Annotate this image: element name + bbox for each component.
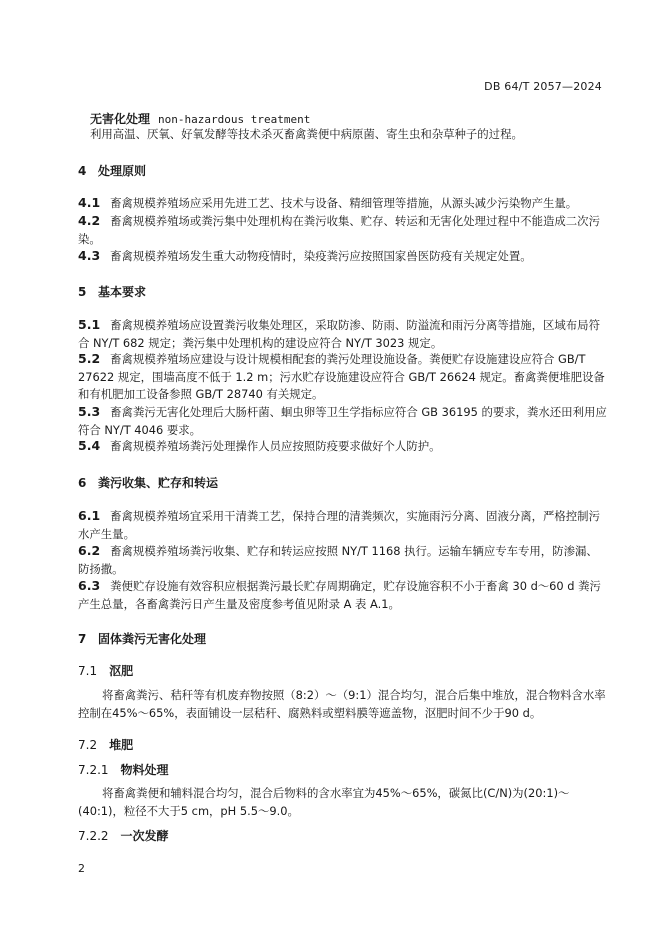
clause-4-3 <box>78 247 608 266</box>
section-number: 4 <box>78 164 87 178</box>
section-title: 处理原则 <box>98 164 147 178</box>
section-7-heading <box>78 630 206 647</box>
subsection-title: 物料处理 <box>120 763 169 777</box>
section-7-2-heading <box>78 736 133 753</box>
clause-text: 畜禽粪污无害化处理后大肠杆菌、蛔虫卵等卫生学指标应符合 GB 36195 的要求，粪水还田利用应符合 NY/T 4046 要求。 <box>78 405 607 437</box>
subsection-title: 一次发酵 <box>120 829 169 843</box>
clause-4-2 <box>78 212 608 248</box>
clause-number: 4.1 <box>78 195 101 210</box>
clause-text: 畜禽规模养殖场应设置粪污收集处理区，采取防渗、防雨、防溢流和雨污分离等措施，区域布局符合 NY/T 682 规定；粪污集中处理机构的建设应符合 NY/T 3023 规定。 <box>78 318 600 350</box>
clause-number: 5.1 <box>78 317 101 332</box>
clause-text: 畜禽规模养殖场宜采用干清粪工艺，保持合理的清粪频次，实施雨污分离、固液分离，严格控制污水产生量。 <box>78 509 600 541</box>
clause-number: 6.2 <box>78 543 101 558</box>
term-definition: 利用高温、厌氧、好氧发酵等技术杀灭畜禽粪便中病原菌、寄生虫和杂草种子的过程。 <box>90 127 523 141</box>
section-title: 固体粪污无害化处理 <box>98 632 207 646</box>
clause-6-1 <box>78 507 608 543</box>
section-4-heading <box>78 162 146 179</box>
clause-5-1 <box>78 316 608 352</box>
term-title-en: non-hazardous treatment <box>158 113 311 126</box>
subsection-title: 沤肥 <box>109 664 134 678</box>
clause-4-1 <box>78 194 608 213</box>
section-7-1-text: 将畜禽粪污、秸秆等有机废弃物按照（8:2）～（9:1）混合均匀，混合后集中堆放，混合物料含水率控制在45%～65%，表面铺设一层秸秆、腐熟料或塑料膜等遮盖物，沤肥时间不少于90 d。 <box>78 688 606 720</box>
clause-number: 4.3 <box>78 248 101 263</box>
term-title-zh: 无害化处理 <box>90 112 151 126</box>
section-number: 7 <box>78 632 87 646</box>
clause-6-3 <box>78 577 608 613</box>
section-7-2-1-heading <box>78 761 169 778</box>
clause-number: 4.2 <box>78 213 101 228</box>
section-5-heading <box>78 283 146 300</box>
section-title: 粪污收集、贮存和转运 <box>98 476 219 490</box>
clause-number: 6.3 <box>78 578 101 593</box>
section-6-heading <box>78 474 218 491</box>
clause-text: 畜禽规模养殖场粪污处理操作人员应按照防疫要求做好个人防护。 <box>110 439 441 453</box>
term-title <box>90 110 310 127</box>
subsection-number: 7.2.2 <box>78 829 109 843</box>
subsection-number: 7.1 <box>78 664 98 678</box>
clause-5-4 <box>78 437 608 456</box>
subsection-number: 7.2 <box>78 738 98 752</box>
clause-5-3 <box>78 403 608 439</box>
subsection-number: 7.2.1 <box>78 763 109 777</box>
clause-number: 5.4 <box>78 438 101 453</box>
section-7-2-1-text: 将畜禽粪便和辅料混合均匀，混合后物料的含水率宜为45%～65%，碳氮比(C/N)为(20:1)～(40:1)，粒径不大于5 cm，pH 5.5～9.0。 <box>78 786 570 818</box>
clause-text: 畜禽规模养殖场粪污收集、贮存和转运应按照 NY/T 1168 执行。运输车辆应专车专用，防渗漏、防扬撒。 <box>78 544 598 576</box>
section-number: 6 <box>78 476 87 490</box>
page-number: 2 <box>78 862 85 875</box>
section-7-2-2-heading <box>78 827 169 844</box>
section-number: 5 <box>78 285 87 299</box>
clause-text: 畜禽规模养殖场应采用先进工艺、技术与设备、精细管理等措施，从源头减少污染物产生量。 <box>110 196 578 210</box>
clause-5-2 <box>78 350 608 404</box>
clause-number: 5.3 <box>78 404 101 419</box>
clause-text: 畜禽规模养殖场发生重大动物疫情时，染疫粪污应按照国家兽医防疫有关规定处置。 <box>110 249 532 263</box>
clause-number: 5.2 <box>78 351 101 366</box>
clause-text: 畜禽规模养殖场或粪污集中处理机构在粪污收集、贮存、转运和无害化处理过程中不能造成二次污染。 <box>78 214 600 246</box>
clause-text: 粪便贮存设施有效容积应根据粪污最长贮存周期确定，贮存设施容积不小于畜禽 30 d～60 d 粪污产生总量，各畜禽粪污日产生量及密度参考值见附录 A 表 A.1。 <box>78 579 601 611</box>
section-7-1-heading <box>78 662 133 679</box>
clause-text: 畜禽规模养殖场应建设与设计规模相配套的粪污处理设施设备。粪便贮存设施建设应符合 GB/T 27622 规定，围墙高度不低于 1.2 m；污水贮存设施建设应符合 GB/T 26624 规定。畜禽粪便堆肥设备和有机肥加工设备参照 GB/T 28740 有关规定。 <box>78 352 605 401</box>
section-title: 基本要求 <box>98 285 147 299</box>
clause-number: 6.1 <box>78 508 101 523</box>
standard-code: DB 64/T 2057—2024 <box>484 80 602 93</box>
clause-6-2 <box>78 542 608 578</box>
subsection-title: 堆肥 <box>109 738 134 752</box>
